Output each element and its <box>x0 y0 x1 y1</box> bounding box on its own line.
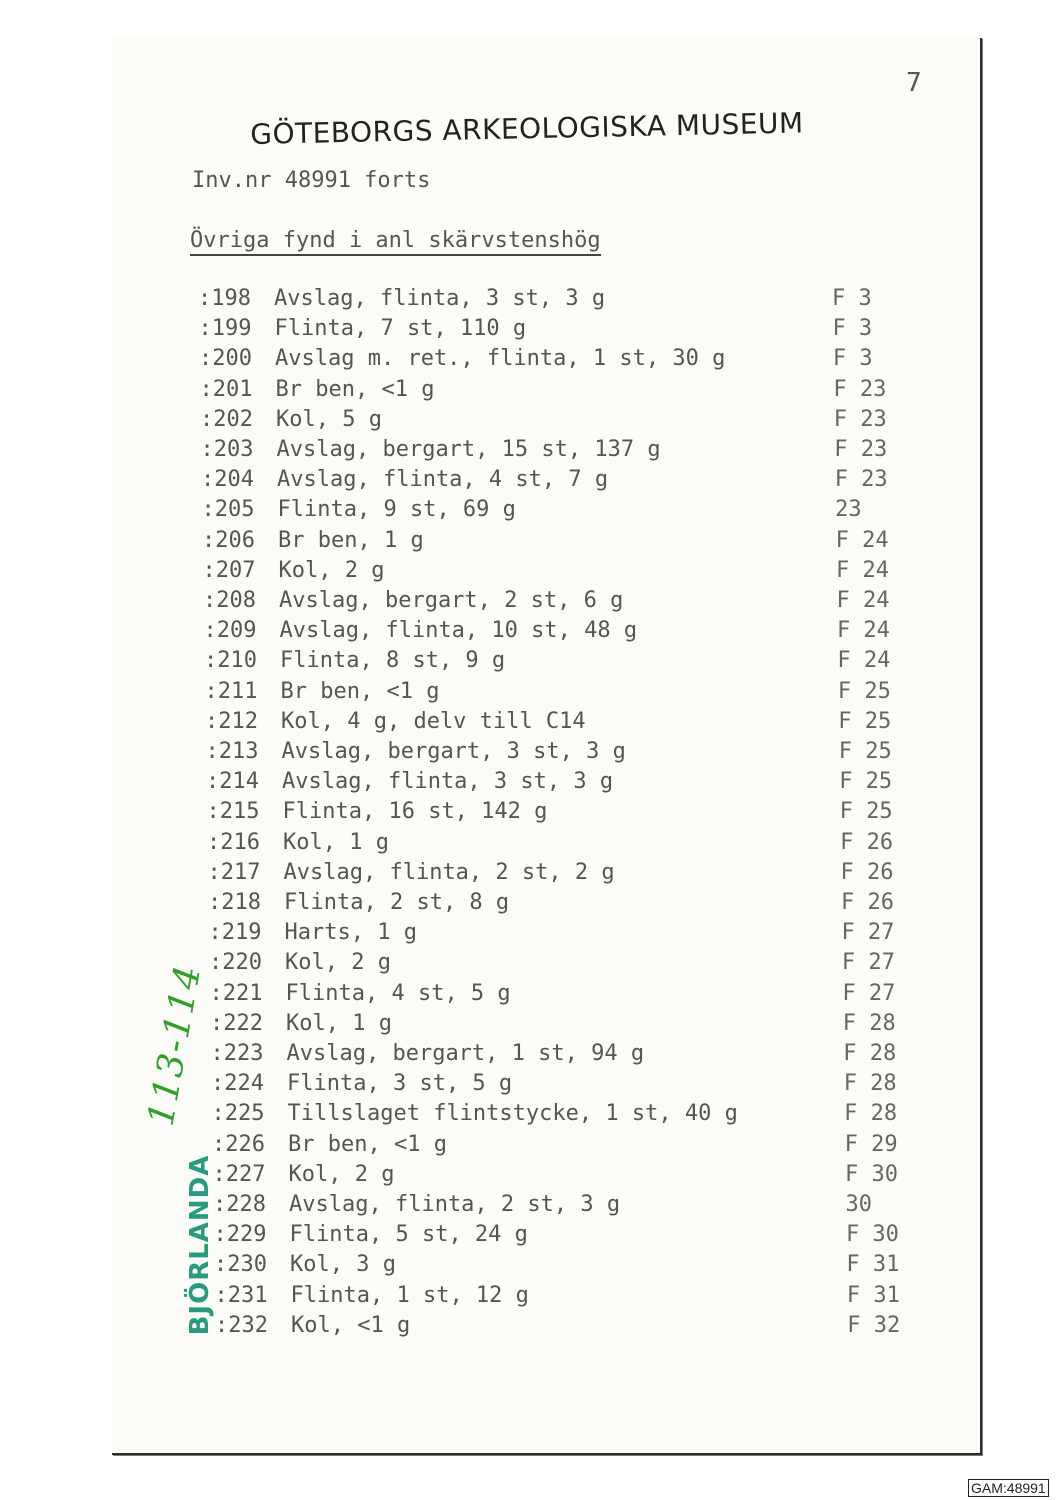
entry-f-reference: F 23 <box>833 376 887 402</box>
handwritten-note: 113-114 <box>140 960 210 1130</box>
entry-description: Avslag, flinta, 3 st, 3 g <box>274 286 606 311</box>
entry-number: :207 <box>202 557 256 583</box>
find-entry <box>211 1041 645 1066</box>
entry-f-reference: F 31 <box>846 1252 900 1278</box>
entry-f-reference: F 30 <box>845 1161 899 1187</box>
entry-description: Avslag, bergart, 1 st, 94 g <box>286 1041 645 1066</box>
entry-number: :232 <box>215 1312 268 1338</box>
entry-number: :220 <box>209 950 262 976</box>
entry-number: :213 <box>205 739 259 764</box>
entry-number: :201 <box>199 376 253 402</box>
find-entry <box>210 1011 392 1036</box>
entry-f-reference: F 27 <box>841 920 895 946</box>
find-entry <box>206 769 613 794</box>
entry-number: :226 <box>212 1131 265 1157</box>
entry-description: Avslag, flinta, 2 st, 3 g <box>289 1192 621 1217</box>
entry-number: :229 <box>213 1222 267 1248</box>
find-entry <box>204 618 638 643</box>
entry-number: :227 <box>212 1161 266 1187</box>
entry-description: Avslag, flinta, 3 st, 3 g <box>282 769 614 795</box>
entry-description: Br ben, 1 g <box>278 527 424 553</box>
entry-description: Flinta, 2 st, 8 g <box>284 890 510 915</box>
find-entry <box>212 1101 738 1126</box>
find-entry <box>202 528 424 553</box>
entry-number: :219 <box>208 920 262 946</box>
entry-f-reference: F 24 <box>837 648 891 674</box>
find-entry <box>212 1132 447 1157</box>
entry-description: Flinta, 9 st, 69 g <box>277 497 516 523</box>
entry-description: Flinta, 3 st, 5 g <box>287 1071 513 1097</box>
entry-f-reference: F 25 <box>838 708 892 734</box>
entry-f-reference: F 24 <box>836 588 890 613</box>
entry-f-reference: F 26 <box>840 829 894 855</box>
entry-description: Kol, 1 g <box>286 1010 392 1036</box>
entry-f-reference: F 24 <box>836 557 890 583</box>
section-title: Övriga fynd i anl skärvstenshög <box>190 228 601 256</box>
entry-number: :215 <box>206 799 260 825</box>
entry-number: :210 <box>204 648 257 674</box>
entry-number: :199 <box>198 316 252 342</box>
entry-number: :212 <box>205 708 258 734</box>
entry-description: Br ben, <1 g <box>288 1131 447 1157</box>
entry-f-reference: F 28 <box>844 1101 898 1127</box>
entry-f-reference: F 25 <box>839 769 893 795</box>
entry-f-reference: F 27 <box>842 980 896 1006</box>
entry-f-reference: F 32 <box>847 1312 901 1338</box>
entry-number: :209 <box>203 618 257 644</box>
page-number: 7 <box>906 68 922 98</box>
entry-number: :228 <box>213 1192 266 1217</box>
entry-number: :208 <box>203 588 256 613</box>
entry-description: Tillslaget flintstycke, 1 st, 40 g <box>287 1101 738 1127</box>
find-entry <box>200 377 435 402</box>
entry-description: Avslag, bergart, 2 st, 6 g <box>279 588 624 613</box>
entry-number: :217 <box>207 859 261 885</box>
entry-description: Flinta, 5 st, 24 g <box>289 1222 528 1248</box>
entry-number: :216 <box>207 829 260 855</box>
find-entry <box>208 890 509 915</box>
find-entry <box>214 1222 528 1247</box>
find-entry <box>201 437 661 462</box>
entry-description: Kol, <1 g <box>291 1312 411 1338</box>
find-entry <box>199 316 527 341</box>
find-entry <box>207 830 389 855</box>
inventory-number: Inv.nr 48991 forts <box>192 168 431 193</box>
entry-number: :211 <box>204 678 258 704</box>
entry-f-reference: F 23 <box>834 437 888 462</box>
find-entry <box>209 950 391 975</box>
entry-f-reference: F 28 <box>843 1071 897 1097</box>
entry-f-reference: F 26 <box>841 890 894 915</box>
find-entry <box>203 558 385 583</box>
find-entry <box>213 1162 395 1187</box>
entry-f-reference: F 31 <box>846 1282 900 1308</box>
entry-description: Avslag, flinta, 10 st, 48 g <box>279 618 638 644</box>
entry-number: :206 <box>202 527 255 553</box>
entry-number: :202 <box>200 406 253 432</box>
find-entry <box>199 346 725 371</box>
entry-f-reference: F 25 <box>839 799 893 825</box>
entry-description: Flinta, 8 st, 9 g <box>280 648 506 674</box>
entry-f-reference: F 25 <box>837 678 891 704</box>
find-entry <box>214 1252 396 1277</box>
entry-number: :230 <box>214 1252 267 1278</box>
entry-number: :221 <box>209 980 263 1006</box>
entry-f-reference: F 28 <box>842 1010 896 1036</box>
find-entry <box>213 1192 620 1217</box>
entry-number: :224 <box>211 1071 264 1097</box>
find-entry <box>210 981 511 1006</box>
find-entry <box>208 860 615 885</box>
entry-f-reference: F 24 <box>835 527 889 553</box>
entry-description: Harts, 1 g <box>284 920 417 946</box>
find-entry <box>202 497 516 522</box>
entry-description: Avslag, flinta, 2 st, 2 g <box>283 859 615 885</box>
entry-description: Kol, 2 g <box>288 1161 395 1187</box>
entry-number: :222 <box>210 1010 263 1036</box>
entry-description: Kol, 5 g <box>276 406 382 432</box>
entry-description: Flinta, 16 st, 142 g <box>282 799 548 825</box>
entry-f-reference: F 24 <box>836 618 890 644</box>
entry-f-reference: F 3 <box>832 346 873 372</box>
entry-f-reference: F 28 <box>843 1041 897 1066</box>
entry-description: Avslag m. ret., flinta, 1 st, 30 g <box>275 346 726 372</box>
entry-number: :225 <box>211 1101 265 1127</box>
entry-description: Br ben, <1 g <box>280 678 440 704</box>
entry-f-reference: 23 <box>835 497 862 523</box>
museum-heading: GÖTEBORGS ARKEOLOGISKA MUSEUM <box>250 106 804 151</box>
location-stamp: BJÖRLANDA <box>185 1154 215 1336</box>
catalog-tag: GAM:48991 <box>968 1479 1049 1497</box>
find-entry <box>215 1313 410 1338</box>
entry-description: Br ben, <1 g <box>275 376 435 402</box>
entry-description: Kol, 2 g <box>285 950 391 976</box>
entry-f-reference: F 3 <box>832 316 873 342</box>
entry-f-reference: 30 <box>845 1192 872 1217</box>
find-entry <box>203 588 623 613</box>
entry-description: Flinta, 1 st, 12 g <box>290 1282 529 1308</box>
entry-description: Kol, 2 g <box>278 557 385 583</box>
find-entry <box>205 679 440 704</box>
find-entry <box>207 799 548 824</box>
entry-f-reference: F 23 <box>833 406 887 432</box>
entry-f-reference: F 29 <box>844 1131 898 1157</box>
entry-number: :231 <box>214 1282 268 1308</box>
entry-f-reference: F 27 <box>841 950 895 976</box>
entry-number: :198 <box>198 286 251 311</box>
find-entry <box>205 709 586 734</box>
entry-description: Kol, 1 g <box>283 829 389 855</box>
find-entry <box>206 739 626 764</box>
entry-f-reference: F 26 <box>840 859 894 885</box>
entry-number: :204 <box>201 467 254 493</box>
find-entry <box>198 286 605 311</box>
entry-number: :223 <box>210 1041 264 1066</box>
find-entry <box>204 648 505 673</box>
entry-description: Avslag, bergart, 15 st, 137 g <box>276 437 661 462</box>
entry-f-reference: F 3 <box>832 286 872 311</box>
entry-description: Flinta, 4 st, 5 g <box>285 980 511 1006</box>
entry-number: :200 <box>199 346 252 372</box>
entry-f-reference: F 25 <box>838 739 892 764</box>
entry-description: Flinta, 7 st, 110 g <box>274 316 527 342</box>
entry-number: :205 <box>201 497 255 523</box>
entry-description: Kol, 3 g <box>290 1252 396 1278</box>
entry-number: :214 <box>206 769 259 795</box>
find-entry <box>215 1283 529 1308</box>
entry-f-reference: F 23 <box>834 467 888 493</box>
find-entry <box>200 407 382 432</box>
entry-description: Avslag, flinta, 4 st, 7 g <box>277 467 609 493</box>
entry-description: Avslag, bergart, 3 st, 3 g <box>281 739 626 764</box>
find-entry <box>211 1071 512 1096</box>
find-entry <box>201 467 608 492</box>
entry-description: Kol, 4 g, delv till C14 <box>281 708 586 734</box>
entry-f-reference: F 30 <box>845 1222 899 1248</box>
find-entry <box>209 920 417 945</box>
entry-number: :203 <box>200 437 254 462</box>
entry-number: :218 <box>208 890 261 915</box>
